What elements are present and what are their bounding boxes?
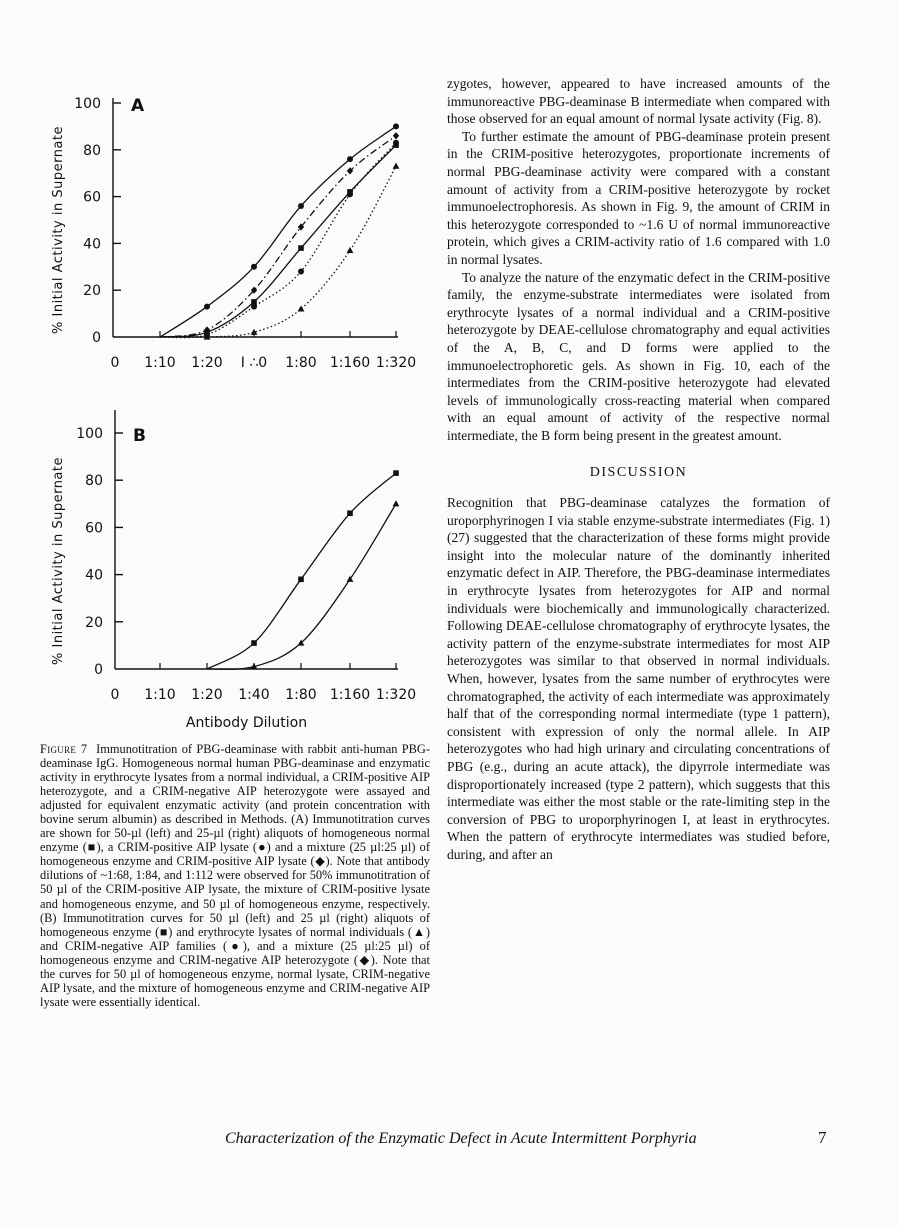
data-point-triangle	[298, 305, 305, 311]
x-tick-label: 1:320	[375, 355, 417, 371]
x-tick-label: 1:40	[238, 687, 270, 703]
y-tick-label: 0	[92, 330, 101, 346]
data-point-triangle	[347, 247, 354, 253]
chart-panel-a	[51, 96, 416, 371]
x-tick-label: 1:10	[144, 355, 176, 371]
y-tick-label: 60	[85, 520, 103, 537]
x-tick-label: 1:80	[285, 355, 317, 371]
running-footer-title: Characterization of the Enzymatic Defect in Acute Intermittent Porphyria	[225, 1130, 697, 1147]
y-tick-label: 60	[83, 189, 101, 206]
x-tick-label: 1:160	[329, 687, 371, 703]
series-line-3	[160, 145, 396, 337]
x-tick-label: I ∴0	[240, 355, 268, 371]
data-point-square	[298, 577, 304, 583]
page-number: 7	[818, 1128, 827, 1147]
series-line-5	[160, 166, 396, 337]
x-tick-label: 1:160	[329, 355, 371, 371]
y-tick-label: 80	[83, 142, 101, 159]
body-paragraph-2: To further estimate the amount of PBG-deaminase protein present in the CRIM-positive heterozygotes, proportionate increments of normal PBG-deaminase activity were compared with a constant amount of activity from a CRIM-positive heterozygote by rocket immunoelectrophoresis. As shown in Fig. 9, the amount of CRIM in this heterozygote corresponded to ~1.6 U of normal immunoreactive protein, which gives a CRIM-activity ratio of 1.6 compared with 1.0 in normal lysates.	[447, 128, 830, 267]
y-axis-label: % Initial Activity in Supernate	[51, 457, 66, 665]
body-paragraph-3: To analyze the nature of the enzymatic defect in the CRIM-positive family, the enzyme-substrate intermediates were isolated from erythrocyte lysates of a normal individual and a CRIM-positive heterozygote by DEAE-cellulose chromatography and equal activities of the A, B, C, and D forms were applied to the immunoelectrophoretic gels. As shown in Fig. 10, each of the intermediates from the CRIM-positive heterozygote had elevated levels of immunologically cross-reacting material when compared with an equal amount of activity of the respective normal intermediate, the B form being present in the greatest amount.	[447, 269, 830, 443]
x-tick-label: 1:20	[191, 355, 223, 371]
body-text-column	[447, 75, 830, 864]
data-point-square	[393, 470, 399, 476]
data-point-square	[251, 640, 257, 646]
y-tick-label: 40	[85, 567, 103, 584]
x-tick-label: 1:320	[375, 687, 417, 703]
body-paragraph-1: zygotes, however, appeared to have increased amounts of the immunoreactive PBG-deaminase B intermediate when compared with those observed for an equal amount of normal lysate activity (Fig. 8).	[447, 76, 830, 127]
x-tick-label: 1:20	[191, 687, 223, 703]
y-axis-label: % Initial Activity in Supernate	[51, 126, 66, 334]
data-point-circle	[347, 156, 353, 162]
body-paragraph-4: Recognition that PBG-deaminase catalyzes the formation of uroporphyrinogen I via stable enzyme-substrate intermediates (Fig. 1) (27) suggested that the characterization of these forms might provide insight into the molecular nature of the dominantly inherited enzymatic defect in AIP. Therefore, the PBG-deaminase intermediates in erythrocyte lysates from heterozygotes for AIP and normal individuals were biochemically and immunologically characterized. Following DEAE-cellulose chromatography of erythrocyte lysates, the activity pattern of the enzyme-substrate intermediates for most AIP heterozygotes was similar to that observed in normal individuals. When, however, lysates from the same number of erythrocytes were chromatographed, the activity of each intermediate was approximately half that of the corresponding normal intermediate (type 1 pattern), consistent with expression of only the normal allele. In AIP heterozygotes who had high urinary and circulating concentrations of PBG (e.g., during an acute attack), the dipyrrole intermediate was disproportionately increased (type 2 pattern), which suggests that this intermediate was either the most stable or the rate-limiting step in the conversion of PBG to uroporphyrinogen I, at least in erythrocytes. When the pattern of erythrocyte intermediates was studied before, during, and after an	[447, 495, 830, 862]
chart-panel-b	[51, 410, 416, 731]
y-tick-label: 20	[85, 614, 103, 631]
y-tick-label: 80	[85, 473, 103, 490]
x-tick-label: 1:80	[285, 687, 317, 703]
panel-label: A	[131, 96, 145, 116]
data-point-triangle	[393, 500, 400, 506]
caption-text: Immunotitration of PBG-deaminase with rabbit anti-human PBG-deaminase IgG. Homogeneous normal human PBG-deaminase and enzymatic activity in erythrocyte lysates from a normal individual, a CRIM-positive AIP heterozygote, and a CRIM-negative AIP heterozygote were assayed and adjusted for equivalent enzymatic activity (and protein concentration with bovine serum albumin) as described in Methods. (A) Immunotitration curves are shown for 50-µl (left) and 25-µl (right) aliquots of homogeneous normal enzyme (■), a CRIM-positive AIP lysate (●) and a mixture (25 µl:25 µl) of homogeneous enzyme and CRIM-positive AIP lysate (◆). Note that antibody dilutions of ~1:68, 1:84, and 1:112 were observed for 50% immunotitration of 50 µl of the CRIM-positive AIP lysate, the mixture of CRIM-positive lysate and homogeneous enzyme, and 50 µl of homogeneous enzyme, respectively. (B) Immunotitration curves for 50 µl (left) and 25 µl (right) aliquots of homogeneous enzyme (■) and erythrocyte lysates of normal individuals (▲) and CRIM-negative AIP families (●), and a mixture (25 µl:25 µl) of homogeneous enzyme and CRIM-negative AIP heterozygote (◆). Note that the curves for 50 µl of homogeneous enzyme, normal lysate, CRIM-negative AIP lysate, and the mixture of homogeneous enzyme and CRIM-negative AIP lysate were essentially identical.	[40, 742, 430, 1009]
panel-label: B	[133, 426, 146, 446]
y-tick-label: 0	[94, 662, 103, 678]
data-point-circle	[251, 304, 257, 310]
data-point-circle	[298, 203, 304, 209]
data-point-circle	[347, 191, 353, 197]
series-line-1	[207, 473, 396, 669]
series-line-1	[160, 126, 396, 337]
series-line-4	[160, 143, 396, 338]
data-point-square	[347, 510, 353, 516]
data-point-circle	[251, 264, 257, 270]
y-tick-label: 20	[83, 283, 101, 300]
data-point-circle	[298, 268, 304, 274]
x-tick-label: 0	[110, 687, 120, 703]
x-tick-label: 0	[110, 355, 120, 371]
caption-label: Figure 7	[40, 742, 88, 756]
data-point-triangle	[393, 163, 400, 169]
y-tick-label: 100	[74, 96, 101, 112]
y-tick-label: 40	[83, 236, 101, 253]
figure-caption	[40, 742, 430, 1009]
data-point-diamond	[393, 132, 399, 139]
data-point-square	[298, 245, 304, 251]
x-tick-label: 1:10	[144, 687, 176, 703]
y-tick-label: 100	[76, 426, 103, 442]
data-point-circle	[393, 123, 399, 129]
data-point-circle	[393, 140, 399, 146]
data-point-circle	[204, 304, 210, 310]
section-heading-discussion: DISCUSSION	[589, 465, 688, 481]
x-axis-label: Antibody Dilution	[185, 715, 308, 731]
